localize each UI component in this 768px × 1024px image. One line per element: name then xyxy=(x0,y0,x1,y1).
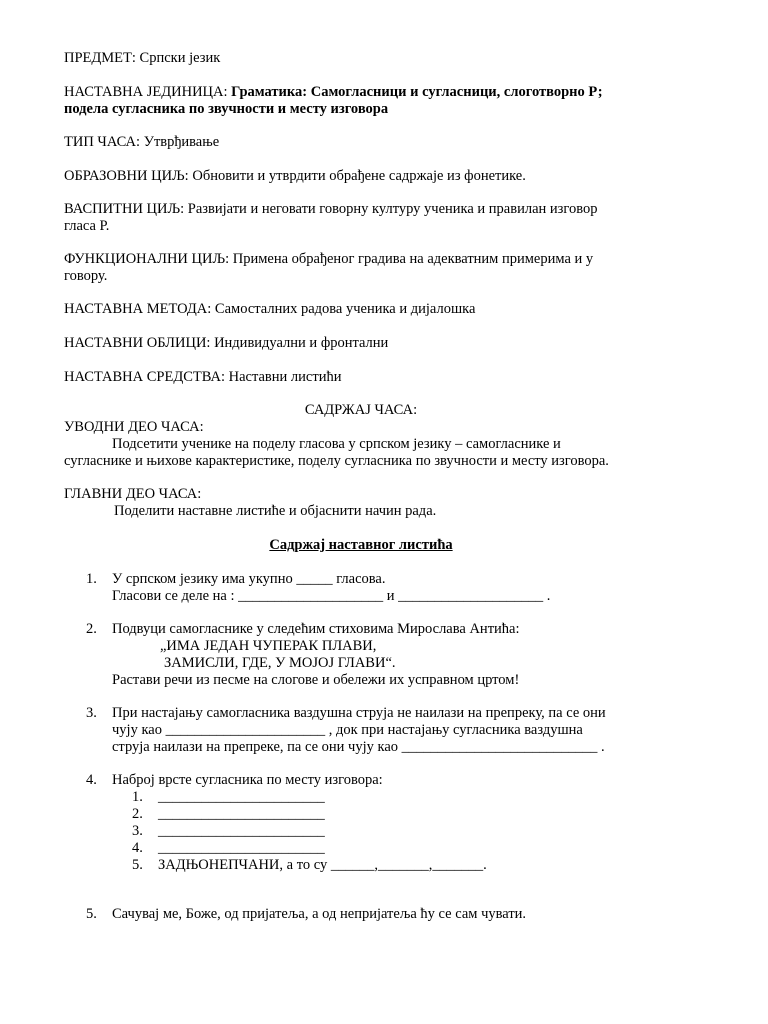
main-label: ГЛАВНИ ДЕО ЧАСА: xyxy=(64,486,202,502)
subject-value: Српски језик xyxy=(139,50,221,66)
func-goal-line xyxy=(64,251,593,268)
q4-sub-number: 4. xyxy=(132,840,143,856)
q5-number: 5. xyxy=(86,906,97,922)
func-goal-cont: говору. xyxy=(64,268,108,284)
unit-label: НАСТАВНА ЈЕДИНИЦА: xyxy=(64,84,228,100)
q4-sub-number: 1. xyxy=(132,789,143,805)
lesson-type-value: Утврђивање xyxy=(143,134,220,150)
q4-sub-blank: _______________________ xyxy=(158,840,325,856)
q2-verse-2: ЗАМИСЛИ, ГДЕ, У МОЈОЈ ГЛАВИ“. xyxy=(164,655,396,671)
q2-verse-1: „ИМА ЈЕДАН ЧУПЕРАК ПЛАВИ, xyxy=(160,638,377,654)
q4-sub-blank: _______________________ xyxy=(158,789,325,805)
q3-text-cont-2: струја наилази на препреке, па се они чују као ___________________________ . xyxy=(112,739,605,755)
worksheet-title: Садржај наставног листића xyxy=(269,537,453,553)
edu-goal-line xyxy=(64,168,526,185)
q3-text: При настајању самогласника ваздушна струја не наилази на препреку, па се они xyxy=(112,705,606,721)
forms-value: Индивидуални и фронтални xyxy=(214,335,389,351)
q3-number: 3. xyxy=(86,705,97,721)
func-goal-label: ФУНКЦИОНАЛНИ ЦИЉ: xyxy=(64,251,230,267)
subject-label: ПРЕДМЕТ: xyxy=(64,50,136,66)
intro-label: УВОДНИ ДЕО ЧАСА: xyxy=(64,419,204,435)
q5-text: Сачувај ме, Боже, од пријатеља, а од непријатеља ћу се сам чувати. xyxy=(112,906,527,922)
q4-sub-number: 3. xyxy=(132,823,143,839)
q3-text-cont-1: чују као ______________________ , док при настајању сугласника ваздушна xyxy=(112,722,583,738)
upbr-goal-line xyxy=(64,201,597,218)
method-line xyxy=(64,301,475,318)
q2-task: Растави речи из песме на слогове и обележи их усправном цртом! xyxy=(112,672,520,688)
intro-text-cont: сугласнике и њихове карактеристике, поделу сугласника по звучности и месту изговора. xyxy=(64,453,609,469)
unit-value: Граматика: Самогласници и сугласници, слоготворно Р; xyxy=(231,84,603,100)
q1-text-cont: Гласови се деле на : ____________________ и ____________________ . xyxy=(112,588,551,604)
q1-text: У српском језику има укупно _____ гласова. xyxy=(112,571,386,587)
unit-value-cont: подела сугласника по звучности и месту изговора xyxy=(64,101,389,117)
edu-goal-value: Обновити и утврдити обрађене садржаје из фонетике. xyxy=(192,168,526,184)
q1-number: 1. xyxy=(86,571,97,587)
edu-goal-label: ОБРАЗОВНИ ЦИЉ: xyxy=(64,168,189,184)
q4-sub-text: ЗАДЊОНЕПЧАНИ, а то су ______,_______,_______. xyxy=(158,857,487,873)
q4-sub-number: 2. xyxy=(132,806,143,822)
content-heading: САДРЖАЈ ЧАСА: xyxy=(304,402,418,418)
q4-sub-number: 5. xyxy=(132,857,143,873)
q2-text: Подвуци самогласнике у следећим стиховима Мирослава Антића: xyxy=(112,621,520,637)
subject-line xyxy=(64,50,220,67)
q4-sub-blank: _______________________ xyxy=(158,806,325,822)
q2-number: 2. xyxy=(86,621,97,637)
q4-sub-blank: _______________________ xyxy=(158,823,325,839)
unit-line xyxy=(64,84,603,101)
upbr-goal-value: Развијати и неговати говорну културу ученика и правилан изговор xyxy=(187,201,598,217)
method-label: НАСТАВНА МЕТОДА: xyxy=(64,301,212,317)
means-label: НАСТАВНА СРЕДСТВА: xyxy=(64,369,226,385)
method-value: Самосталних радова ученика и дијалошка xyxy=(214,301,476,317)
func-goal-value: Примена обрађеног градива на адекватним примерима и у xyxy=(232,251,594,267)
lesson-type-line xyxy=(64,134,219,151)
main-text: Поделити наставне листиће и објаснити начин рада. xyxy=(114,503,437,519)
forms-line xyxy=(64,335,388,352)
q4-text: Наброј врсте сугласника по месту изговора: xyxy=(112,772,383,788)
q4-number: 4. xyxy=(86,772,97,788)
upbr-goal-label: ВАСПИТНИ ЦИЉ: xyxy=(64,201,185,217)
intro-text: Подсетити ученике на поделу гласова у српском језику – самогласнике и xyxy=(112,436,561,452)
lesson-type-label: ТИП ЧАСА: xyxy=(64,134,141,150)
forms-label: НАСТАВНИ ОБЛИЦИ: xyxy=(64,335,211,351)
means-line xyxy=(64,369,341,386)
upbr-goal-cont: гласа Р. xyxy=(64,218,110,234)
means-value: Наставни листићи xyxy=(228,369,342,385)
